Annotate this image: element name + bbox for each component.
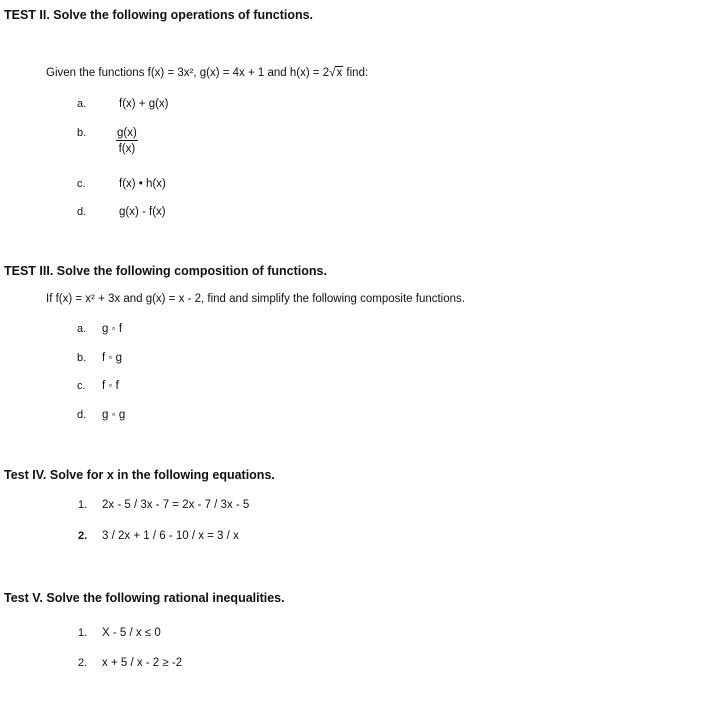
test3-item-c-expr: f ◦ f xyxy=(102,380,119,392)
test5-title: Test V. Solve the following rational inequalities. xyxy=(4,591,285,605)
test2-item-d-label: d. xyxy=(77,206,87,218)
test3-item-d-expr: g ◦ g xyxy=(102,409,126,421)
test2-item-a-expr: f(x) + g(x) xyxy=(119,98,169,110)
test3-item-a-expr: g ◦ f xyxy=(102,323,123,335)
test5-item-2-expr: x + 5 / x - 2 ≥ -2 xyxy=(102,657,183,669)
test2-title: TEST II. Solve the following operations of functions. xyxy=(4,8,314,22)
test3-item-c-label: c. xyxy=(77,380,86,392)
test2-intro-suffix: find: xyxy=(343,67,369,79)
test3-intro: If f(x) = x² + 3x and g(x) = x - 2, find and simplify the following composite functions. xyxy=(46,293,465,305)
test3-item-b-label: b. xyxy=(77,352,87,364)
test5-item-2-label: 2. xyxy=(78,657,88,669)
sqrt-argument: x xyxy=(336,67,343,79)
fraction-denominator: f(x) xyxy=(118,143,136,155)
test4-item-2-label: 2. xyxy=(78,530,88,542)
test2-item-b-label: b. xyxy=(77,127,87,139)
test3-item-d-label: d. xyxy=(77,409,87,421)
test2-item-a-label: a. xyxy=(77,98,87,110)
test3-item-a-label: a. xyxy=(77,323,87,335)
test2-item-c-label: c. xyxy=(77,178,86,190)
test3-item-b-expr: f ◦ g xyxy=(102,352,123,364)
test4-item-1-expr: 2x - 5 / 3x - 7 = 2x - 7 / 3x - 5 xyxy=(102,499,250,511)
test4-title: Test IV. Solve for x in the following equations. xyxy=(4,468,275,482)
test2-intro xyxy=(46,67,368,79)
test2-item-c-expr: f(x) • h(x) xyxy=(119,178,166,190)
test5-item-1-label: 1. xyxy=(78,627,88,639)
fraction-numerator: g(x) xyxy=(117,127,137,139)
test3-title: TEST III. Solve the following composition of functions. xyxy=(4,264,327,278)
sqrt-symbol: √ xyxy=(329,67,336,79)
test4-item-1-label: 1. xyxy=(78,499,88,511)
test2-item-b-fraction xyxy=(116,127,138,155)
test5-item-1-expr: X - 5 / x ≤ 0 xyxy=(102,627,161,639)
test2-item-d-expr: g(x) - f(x) xyxy=(119,206,166,218)
test2-intro-prefix: Given the functions f(x) = 3x², g(x) = 4x + 1 and h(x) = 2 xyxy=(46,67,330,79)
test4-item-2-expr: 3 / 2x + 1 / 6 - 10 / x = 3 / x xyxy=(102,530,239,542)
